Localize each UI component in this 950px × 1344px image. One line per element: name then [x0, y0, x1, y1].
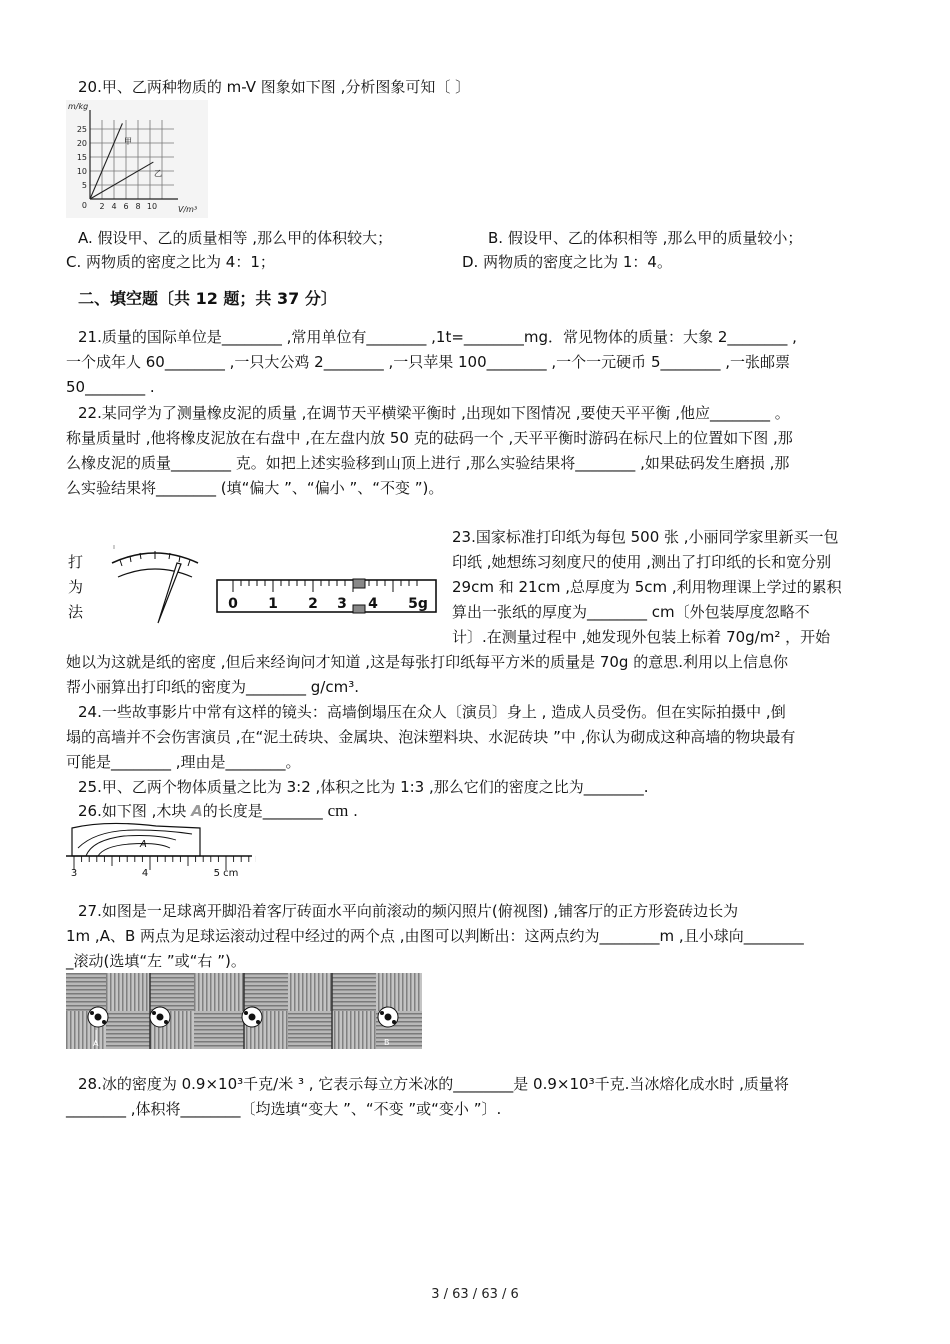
rider-scale-figure	[216, 578, 438, 614]
q26-unit: cm	[327, 801, 349, 820]
ruler-label: 0	[228, 596, 238, 612]
page-number: 3 / 63 / 63 / 6	[431, 1287, 519, 1302]
point-b-label: B	[384, 1038, 390, 1047]
q20-option-b: B. 假设甲、乙的体积相等 ,那么甲的质量较小；	[488, 229, 803, 247]
side-char: 为	[68, 578, 84, 596]
ruler-label: 2	[308, 596, 318, 612]
q20-option-d: D. 两物质的密度之比为 1：4。	[462, 253, 672, 271]
q23-line1: 23.国家标准打印纸为每包 500 张 ,小丽同学家里新买一包	[452, 528, 839, 546]
q23-line2: 印纸 ,她想练习刻度尺的使用 ,测出了打印纸的长和宽分别	[452, 553, 832, 571]
q23-line5: 计〕.在测量过程中 ,她发现外包装上标着 70g/m² ，开始	[452, 628, 831, 646]
y-tick: 15	[76, 153, 87, 162]
x-tick: 2	[99, 202, 105, 211]
series-label-yi: 乙	[154, 169, 162, 178]
q22-line2: 称量质量时 ,他将橡皮泥放在右盘中 ,在左盘内放 50 克的砝码一个 ,天平平衡时游码在标尺上的位置如下图 ,那	[66, 429, 793, 447]
ruler-label: 5g	[408, 596, 428, 612]
scale-arc-inner	[118, 569, 192, 577]
q27-line2: 1m ,A、B 两点为足球运滚动过程中经过的两个点 ,由图可以判断出：这两点约为________m ,且小球向________	[66, 927, 804, 945]
q20-stem: 20.甲、乙两种物质的 m-V 图象如下图 ,分析图象可知〔 〕	[78, 78, 471, 96]
rider-top	[353, 579, 365, 588]
x-tick: 10	[146, 202, 158, 211]
wood-block	[72, 823, 200, 856]
q24-line3: 可能是________ ,理由是________。	[66, 753, 301, 771]
y-tick: 20	[76, 139, 87, 148]
side-char: 法	[68, 603, 84, 621]
graph-background	[66, 100, 208, 218]
y-tick: 5	[81, 181, 87, 190]
q23-line6: 她以为这就是纸的密度 ,但后来经询问才知道 ,这是每张打印纸每平方米的质量是 70g 的意思.利用以上信息你	[66, 653, 788, 671]
x-tick: 6	[123, 202, 129, 211]
pointer-needle	[158, 563, 181, 623]
ruler-label: 3	[70, 868, 78, 879]
ball	[242, 1007, 262, 1027]
q26-pre: 26.如下图 ,木块	[78, 802, 192, 820]
rider-bottom	[353, 605, 365, 613]
soccer-strobe-photo	[66, 973, 422, 1049]
q23-line3: 29cm 和 21cm ,总厚度为 5cm ,利用物理课上学过的累积	[452, 578, 842, 596]
q27-line1: 27.如图是一足球离开脚沿着客厅砖面水平向前滚动的频闪照片(俯视图) ,铺客厅的正方形瓷砖边长为	[78, 902, 739, 920]
y-axis-label: m/kg	[68, 102, 89, 111]
q24-line1: 24.一些故事影片中常有这样的镜头：高墙倒塌压在众人〔演员〕身上 , 造成人员受伤。但在实际拍摄中 ,倒	[78, 703, 786, 721]
ruler-label: 4	[368, 596, 378, 612]
x-tick: 8	[135, 202, 141, 211]
x-axis-label: V/m³	[178, 205, 198, 214]
q28-line1: 28.冰的密度为 0.9×10³千克/米 ³ , 它表示每立方米冰的________是 0.9×10³千克.当冰熔化成水时 ,质量将	[78, 1075, 789, 1093]
ruler-label: 1	[268, 596, 278, 612]
q21-line2: 一个成年人 60________ ,一只大公鸡 2________ ,一只苹果 100________ ,一个一元硬币 5________ ,一张邮票	[66, 353, 791, 371]
q26-line	[78, 800, 358, 822]
balance-pointer-figure	[100, 535, 210, 630]
mv-graph	[66, 100, 208, 218]
point-a-label: A	[93, 1039, 99, 1048]
q28-line2: ________ ,体积将________〔均选填“变大 ”、“不变 ”或“变小 ”〕.	[66, 1100, 502, 1118]
series-label-jia: 甲	[124, 137, 132, 146]
block-label: A	[140, 839, 147, 850]
q22-line1: 22.某同学为了测量橡皮泥的质量 ,在调节天平横梁平衡时 ,出现如下图情况 ,要使天平平衡 ,他应________ 。	[78, 404, 790, 422]
q26-block-name: A	[191, 802, 203, 820]
q20-option-c: C. 两物质的密度之比为 4：1；	[66, 253, 275, 271]
ball	[150, 1007, 170, 1027]
side-char: 打	[68, 553, 84, 571]
q26-post: 的长度是________	[202, 802, 328, 820]
wood-block-ruler-figure	[66, 820, 256, 882]
ruler-label: 4	[141, 868, 149, 879]
ball	[88, 1007, 108, 1027]
q27-line3: _滚动(选填“左 ”或“右 ”)。	[66, 952, 246, 970]
q23-line7: 帮小丽算出打印纸的密度为________ g/cm³.	[66, 678, 359, 696]
x-tick: 4	[111, 202, 117, 211]
ball	[378, 1007, 398, 1027]
y-tick: 25	[76, 125, 87, 134]
ruler-label: 5 cm	[213, 868, 239, 879]
q23-line4: 算出一张纸的厚度为________ cm〔外包装厚度忽略不	[452, 603, 810, 621]
section-title: 二、填空题〔共 12 题；共 37 分〕	[78, 289, 337, 308]
q20-option-a: A. 假设甲、乙的质量相等 ,那么甲的体积较大；	[78, 229, 393, 247]
y-tick: 10	[76, 167, 87, 176]
q25-line: 25.甲、乙两个物体质量之比为 3:2 ,体积之比为 1:3 ,那么它们的密度之比为________.	[78, 778, 649, 796]
q21-line3: 50________ .	[66, 378, 155, 396]
q26-end: .	[348, 802, 358, 820]
q24-line2: 塌的高墙并不会伤害演员 ,在“泥土砖块、金属块、泡沫塑料块、水泥砖块 ”中 ,你认为砌成这种高墙的物块最有	[66, 728, 796, 746]
ruler-label: 3	[337, 596, 347, 612]
q21-line1: 21.质量的国际单位是________ ,常用单位有________ ,1t=________mg．常见物体的质量：大象 2________ ,	[78, 328, 797, 346]
origin-tick: 0	[81, 201, 87, 210]
q22-line3: 么橡皮泥的质量________ 克。如把上述实验移到山顶上进行 ,那么实验结果将________ ,如果砝码发生磨损 ,那	[66, 454, 790, 472]
q22-line4: 么实验结果将________ (填“偏大 ”、“偏小 ”、“不变 ”)。	[66, 479, 444, 497]
